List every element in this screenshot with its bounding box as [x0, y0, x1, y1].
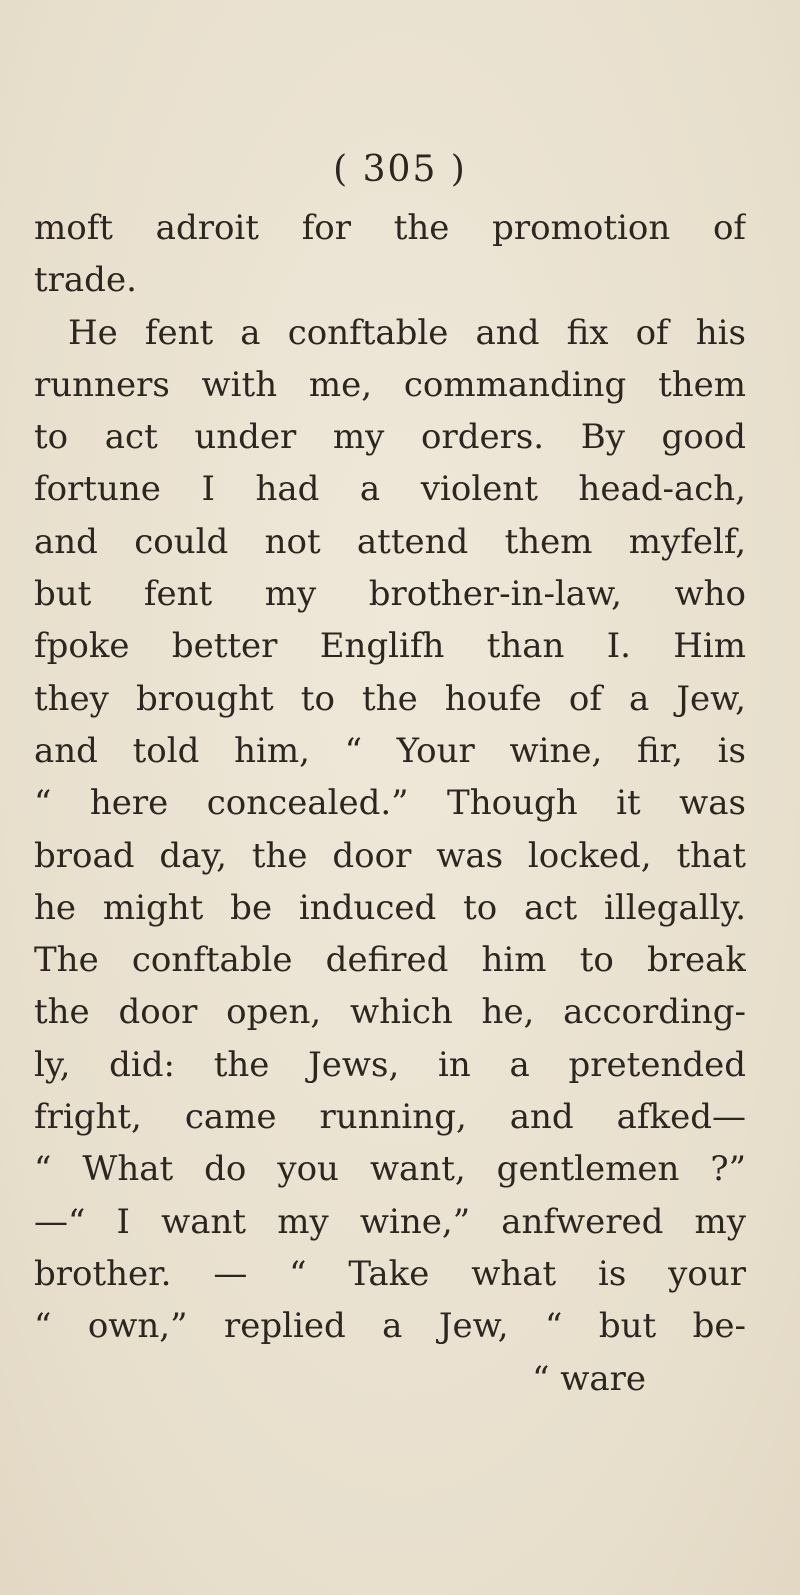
text-line: and could not attend them myfelf,	[34, 521, 746, 562]
text-line: brother. — “ Take what is your	[34, 1253, 746, 1294]
text-line: “ What do you want, gentlemen ?”	[34, 1149, 746, 1190]
text-line: runners with me, commanding them	[34, 364, 746, 405]
text-line: fortune I had a violent head-ach,	[34, 469, 746, 510]
text-line: moft adroit for the promotion of	[34, 208, 746, 248]
text-line: they brought to the houfe of a Jew,	[34, 678, 746, 719]
text-line: and told him, “ Your wine, fir, is	[34, 730, 746, 771]
text-line: trade.	[34, 260, 137, 301]
page-number: ( 305 )	[333, 149, 467, 190]
text-line: “ here concealed.” Though it was	[34, 783, 746, 824]
text-line: —“ I want my wine,” anfwered my	[34, 1201, 746, 1242]
text-line: but fent my brother-in-law, who	[34, 574, 746, 615]
text-line: fpoke better Englifh than I. Him	[34, 626, 746, 667]
body-text	[34, 202, 746, 1405]
text-line: fright, came running, and afked—	[34, 1097, 746, 1138]
text-line: The conftable defired him to break	[34, 940, 746, 981]
text-line: He fent a conftable and fix of his	[68, 312, 746, 353]
text-line: the door open, which he, according-	[34, 992, 746, 1033]
catchword: “ ware	[532, 1358, 646, 1399]
text-line: to act under my orders. By good	[34, 417, 746, 458]
text-line: “ own,” replied a Jew, “ but be-	[34, 1306, 746, 1347]
text-line: he might be induced to act illegally.	[34, 887, 746, 928]
text-line: ly, did: the Jews, in a pretended	[34, 1044, 746, 1085]
text-line: broad day, the door was locked, that	[34, 835, 746, 876]
